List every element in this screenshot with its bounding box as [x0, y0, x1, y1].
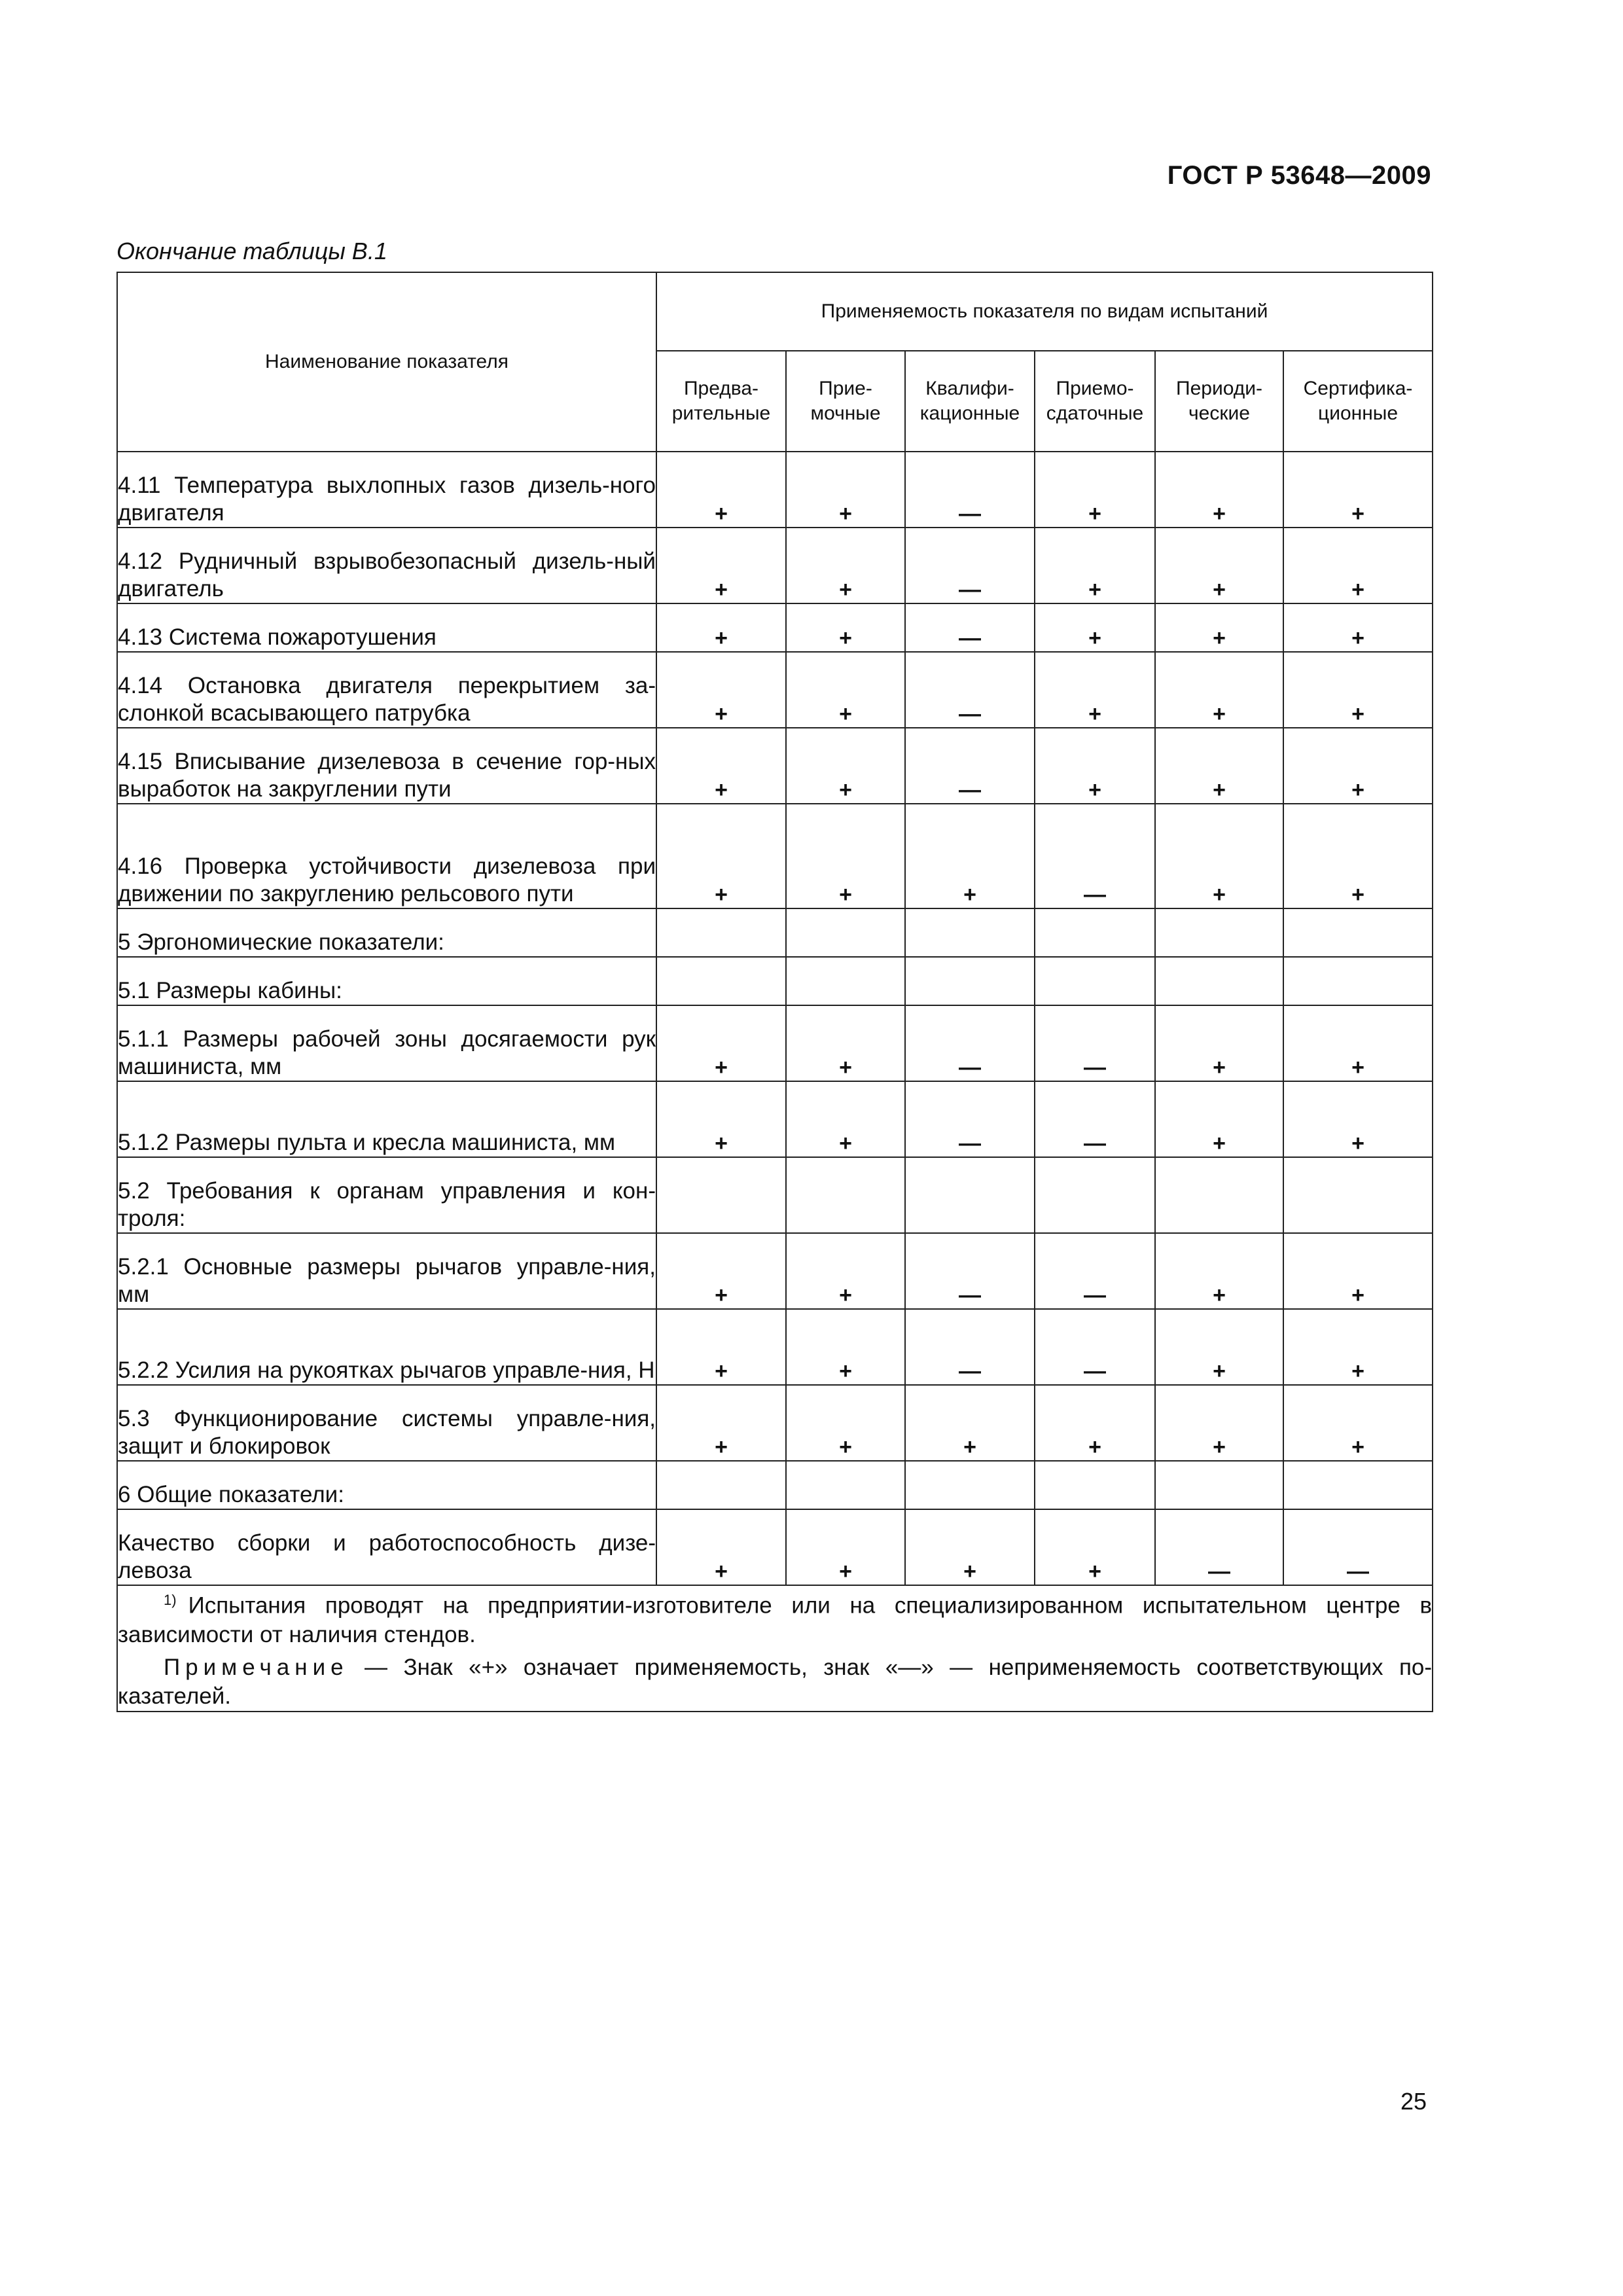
applicability-mark — [786, 908, 905, 957]
table-row — [117, 652, 1433, 728]
applicable-mark: + — [1213, 1359, 1226, 1384]
applicability-mark — [786, 957, 905, 1005]
not-applicable-mark: — — [1084, 1359, 1106, 1384]
applicability-mark — [1035, 603, 1155, 652]
not-applicable-mark: — — [959, 501, 981, 526]
applicability-mark — [1035, 908, 1155, 957]
note-text: — Знак «+» означает применяемость, знак «—» — неприменяемость соответствующих по-казателей. — [118, 1654, 1433, 1709]
column-header-line: Квалифи- — [925, 378, 1014, 399]
applicability-mark — [1035, 804, 1155, 908]
table-row — [117, 1385, 1433, 1461]
note — [118, 1653, 1432, 1711]
test-type-column-header — [656, 351, 786, 452]
applicable-mark: + — [1351, 882, 1364, 907]
indicator-name: 5.2.2 Усилия на рукоятках рычагов управле-ния, Н — [117, 1309, 656, 1385]
applicability-mark — [905, 1233, 1035, 1309]
applicable-mark: + — [1351, 1283, 1364, 1308]
applicability-mark — [905, 1081, 1035, 1157]
applicable-mark: + — [715, 501, 728, 526]
column-header-line: сдаточные — [1046, 403, 1144, 424]
not-applicable-mark: — — [959, 1359, 981, 1384]
test-type-column-header — [786, 351, 905, 452]
indicator-name: 4.13 Система пожаротушения — [117, 603, 656, 652]
applicability-mark — [656, 957, 786, 1005]
applicability-mark — [1035, 1509, 1155, 1585]
applicable-mark: + — [715, 1359, 728, 1384]
applicable-mark: + — [1088, 778, 1101, 802]
column-header-line: Предва- — [683, 378, 759, 399]
applicable-mark: + — [1351, 1359, 1364, 1384]
applicability-mark — [656, 908, 786, 957]
applicability-mark — [1155, 603, 1283, 652]
applicability-mark — [1155, 1385, 1283, 1461]
column-header-line: ционные — [1318, 403, 1399, 424]
applicability-mark — [786, 1309, 905, 1385]
applicability-mark — [656, 804, 786, 908]
applicability-mark — [1283, 957, 1433, 1005]
note-lead: Примечание — [164, 1654, 349, 1680]
applicability-mark — [1155, 452, 1283, 528]
applicability-mark — [1283, 1157, 1433, 1233]
applicability-mark — [905, 1509, 1035, 1585]
applicable-mark: + — [715, 882, 728, 907]
table-row — [117, 908, 1433, 957]
applicable-mark: + — [1088, 501, 1101, 526]
applicability-mark — [905, 452, 1035, 528]
indicator-name: 5.3 Функционирование системы управле-ния, защит и блокировок — [117, 1385, 656, 1461]
not-applicable-mark: — — [1208, 1559, 1230, 1584]
applicability-mark — [905, 1309, 1035, 1385]
indicator-name: 5 Эргономические показатели: — [117, 908, 656, 957]
applicability-mark — [1283, 1309, 1433, 1385]
applicability-mark — [1035, 1309, 1155, 1385]
footnote — [118, 1586, 1432, 1649]
applicable-mark: + — [839, 501, 852, 526]
applicability-mark — [1283, 603, 1433, 652]
applicable-mark: + — [715, 1559, 728, 1584]
applicable-mark: + — [1213, 1131, 1226, 1156]
applicability-mark — [1155, 1005, 1283, 1081]
applicability-mark — [1283, 804, 1433, 908]
table-notes — [117, 1585, 1433, 1712]
indicator-name: 5.1.2 Размеры пульта и кресла машиниста, мм — [117, 1081, 656, 1157]
not-applicable-mark: — — [959, 1055, 981, 1080]
applicable-mark: + — [1213, 1055, 1226, 1080]
table-row — [117, 528, 1433, 603]
applicable-mark: + — [839, 626, 852, 651]
table-row — [117, 1509, 1433, 1585]
applicability-mark — [656, 1509, 786, 1585]
applicability-mark — [1035, 728, 1155, 804]
applicability-mark — [1155, 1233, 1283, 1309]
column-header-line: Приемо- — [1056, 378, 1134, 399]
applicability-mark — [1035, 1005, 1155, 1081]
indicator-name: 6 Общие показатели: — [117, 1461, 656, 1509]
table-row — [117, 1461, 1433, 1509]
table-row — [117, 804, 1433, 908]
applicability-mark — [656, 1005, 786, 1081]
table-row — [117, 728, 1433, 804]
applicable-mark: + — [1088, 1435, 1101, 1460]
not-applicable-mark: — — [959, 1131, 981, 1156]
test-type-column-header — [1035, 351, 1155, 452]
applicable-mark: + — [715, 1131, 728, 1156]
document-id: ГОСТ Р 53648—2009 — [1167, 161, 1431, 190]
applicability-mark — [905, 804, 1035, 908]
indicator-name: 5.2.1 Основные размеры рычагов управле-ния, мм — [117, 1233, 656, 1309]
applicability-mark — [1035, 652, 1155, 728]
applicability-mark — [1035, 1233, 1155, 1309]
applicable-mark: + — [839, 1055, 852, 1080]
indicator-name: 4.11 Температура выхлопных газов дизель-ного двигателя — [117, 452, 656, 528]
applicability-mark — [1283, 1509, 1433, 1585]
applicability-mark — [905, 728, 1035, 804]
not-applicable-mark: — — [959, 577, 981, 602]
applicability-mark — [786, 452, 905, 528]
applicable-mark: + — [1351, 501, 1364, 526]
applicability-mark — [1155, 528, 1283, 603]
applicability-mark — [1155, 1081, 1283, 1157]
applicable-mark: + — [715, 778, 728, 802]
applicability-mark — [786, 1233, 905, 1309]
applicability-mark — [1035, 1461, 1155, 1509]
applicability-mark — [1155, 1157, 1283, 1233]
applicability-mark — [656, 728, 786, 804]
applicable-mark: + — [1351, 778, 1364, 802]
table-row — [117, 1233, 1433, 1309]
applicable-mark: + — [1213, 702, 1226, 726]
applicability-mark — [656, 1461, 786, 1509]
applicability-mark — [1155, 1461, 1283, 1509]
applicability-mark — [656, 1233, 786, 1309]
applicable-mark: + — [715, 626, 728, 651]
applicability-mark — [1035, 528, 1155, 603]
not-applicable-mark: — — [1084, 1283, 1106, 1308]
table-row — [117, 452, 1433, 528]
test-type-column-header — [1283, 351, 1433, 452]
applicability-mark — [786, 1081, 905, 1157]
applicable-mark: + — [839, 1435, 852, 1460]
applicability-mark — [1155, 1309, 1283, 1385]
indicator-name: 5.1 Размеры кабины: — [117, 957, 656, 1005]
applicability-mark — [905, 652, 1035, 728]
applicability-mark — [1155, 1509, 1283, 1585]
applicability-mark — [1283, 908, 1433, 957]
applicability-mark — [905, 1005, 1035, 1081]
column-header-line: рительные — [671, 403, 771, 424]
applicable-mark: + — [1351, 702, 1364, 726]
table-row — [117, 1081, 1433, 1157]
column-header-line: Сертифика- — [1303, 378, 1413, 399]
applicability-mark — [1283, 728, 1433, 804]
applicable-mark: + — [1213, 882, 1226, 907]
applicability-mark — [786, 1005, 905, 1081]
applicability-mark — [905, 957, 1035, 1005]
applicability-mark — [1283, 1385, 1433, 1461]
applicability-mark — [1035, 452, 1155, 528]
applicable-mark: + — [715, 1055, 728, 1080]
footnote-text: Испытания проводят на предприятии-изготовителе или на специализированном испытательном центре в зависимости от наличия стендов. — [118, 1592, 1433, 1647]
not-applicable-mark: — — [1084, 1131, 1106, 1156]
applicable-mark: + — [1088, 702, 1101, 726]
applicability-mark — [656, 1385, 786, 1461]
applicability-mark — [905, 1461, 1035, 1509]
test-types-header: Применяемость показателя по видам испытаний — [656, 272, 1433, 351]
applicability-mark — [656, 528, 786, 603]
applicability-mark — [905, 1157, 1035, 1233]
applicability-mark — [1155, 957, 1283, 1005]
applicable-mark: + — [1351, 1131, 1364, 1156]
indicator-name: 5.1.1 Размеры рабочей зоны досягаемости рук машиниста, мм — [117, 1005, 656, 1081]
test-type-column-header — [905, 351, 1035, 452]
applicability-mark — [786, 804, 905, 908]
applicability-table — [116, 272, 1433, 1712]
applicability-mark — [1283, 1461, 1433, 1509]
applicability-mark — [786, 1385, 905, 1461]
applicable-mark: + — [1088, 577, 1101, 602]
applicability-mark — [786, 1509, 905, 1585]
column-header-line: Прие- — [819, 378, 872, 399]
column-header-line: мочные — [810, 403, 881, 424]
column-header-line: кационные — [919, 403, 1020, 424]
applicable-mark: + — [839, 1131, 852, 1156]
applicable-mark: + — [963, 1435, 976, 1460]
applicable-mark: + — [839, 1359, 852, 1384]
table-row — [117, 1005, 1433, 1081]
applicability-mark — [786, 652, 905, 728]
not-applicable-mark: — — [959, 626, 981, 651]
indicator-name: 4.14 Остановка двигателя перекрытием за-слонкой всасывающего патрубка — [117, 652, 656, 728]
applicability-mark — [1035, 957, 1155, 1005]
indicator-name: 4.16 Проверка устойчивости дизелевоза при движении по закруглению рельсового пути — [117, 804, 656, 908]
applicability-mark — [656, 452, 786, 528]
not-applicable-mark: — — [1084, 882, 1106, 907]
not-applicable-mark: — — [1084, 1055, 1106, 1080]
indicator-name: Качество сборки и работоспособность дизе-левоза — [117, 1509, 656, 1585]
table-row — [117, 603, 1433, 652]
applicability-mark — [786, 1461, 905, 1509]
table-row — [117, 957, 1433, 1005]
applicable-mark: + — [839, 702, 852, 726]
indicator-name: 4.15 Вписывание дизелевоза в сечение гор-ных выработок на закруглении пути — [117, 728, 656, 804]
table-row — [117, 1309, 1433, 1385]
table-caption: Окончание таблицы В.1 — [116, 238, 387, 264]
applicability-mark — [656, 1309, 786, 1385]
applicability-mark — [905, 908, 1035, 957]
applicable-mark: + — [839, 882, 852, 907]
applicability-mark — [786, 603, 905, 652]
applicable-mark: + — [1213, 778, 1226, 802]
applicable-mark: + — [1213, 1283, 1226, 1308]
footnote-marker: 1) — [164, 1592, 177, 1608]
applicable-mark: + — [839, 778, 852, 802]
applicable-mark: + — [1088, 1559, 1101, 1584]
applicable-mark: + — [715, 577, 728, 602]
applicability-mark — [1155, 804, 1283, 908]
applicability-mark — [786, 528, 905, 603]
applicability-mark — [905, 603, 1035, 652]
applicable-mark: + — [839, 1283, 852, 1308]
applicable-mark: + — [715, 1283, 728, 1308]
applicability-mark — [656, 652, 786, 728]
applicable-mark: + — [715, 1435, 728, 1460]
applicability-mark — [1155, 908, 1283, 957]
applicable-mark: + — [1351, 626, 1364, 651]
applicable-mark: + — [963, 1559, 976, 1584]
applicability-mark — [1283, 652, 1433, 728]
applicability-mark — [1283, 452, 1433, 528]
table-row — [117, 1157, 1433, 1233]
column-header-line: Периоди- — [1176, 378, 1262, 399]
applicability-mark — [1155, 652, 1283, 728]
not-applicable-mark: — — [959, 778, 981, 802]
indicator-name-header: Наименование показателя — [117, 272, 656, 452]
indicator-name: 5.2 Требования к органам управления и кон-троля: — [117, 1157, 656, 1233]
applicability-mark — [1035, 1385, 1155, 1461]
applicable-mark: + — [1213, 1435, 1226, 1460]
applicability-mark — [905, 1385, 1035, 1461]
indicator-name: 4.12 Рудничный взрывобезопасный дизель-ный двигатель — [117, 528, 656, 603]
test-type-column-header — [1155, 351, 1283, 452]
not-applicable-mark: — — [959, 1283, 981, 1308]
applicable-mark: + — [963, 882, 976, 907]
applicable-mark: + — [1088, 626, 1101, 651]
applicability-mark — [1035, 1157, 1155, 1233]
applicable-mark: + — [715, 702, 728, 726]
applicable-mark: + — [839, 1559, 852, 1584]
not-applicable-mark: — — [1347, 1559, 1370, 1584]
applicability-mark — [1283, 528, 1433, 603]
applicable-mark: + — [1351, 577, 1364, 602]
applicability-mark — [656, 603, 786, 652]
page-number: 25 — [1400, 2088, 1427, 2115]
applicable-mark: + — [1213, 501, 1226, 526]
column-header-line: ческие — [1188, 403, 1250, 424]
applicability-mark — [1283, 1005, 1433, 1081]
applicable-mark: + — [1213, 626, 1226, 651]
applicable-mark: + — [1213, 577, 1226, 602]
applicable-mark: + — [1351, 1055, 1364, 1080]
applicability-mark — [1155, 728, 1283, 804]
applicable-mark: + — [839, 577, 852, 602]
applicability-mark — [905, 528, 1035, 603]
applicability-mark — [656, 1157, 786, 1233]
applicability-mark — [1283, 1233, 1433, 1309]
applicability-mark — [656, 1081, 786, 1157]
not-applicable-mark: — — [959, 702, 981, 726]
applicable-mark: + — [1351, 1435, 1364, 1460]
applicability-mark — [1283, 1081, 1433, 1157]
applicability-mark — [786, 728, 905, 804]
applicability-mark — [1035, 1081, 1155, 1157]
applicability-mark — [786, 1157, 905, 1233]
